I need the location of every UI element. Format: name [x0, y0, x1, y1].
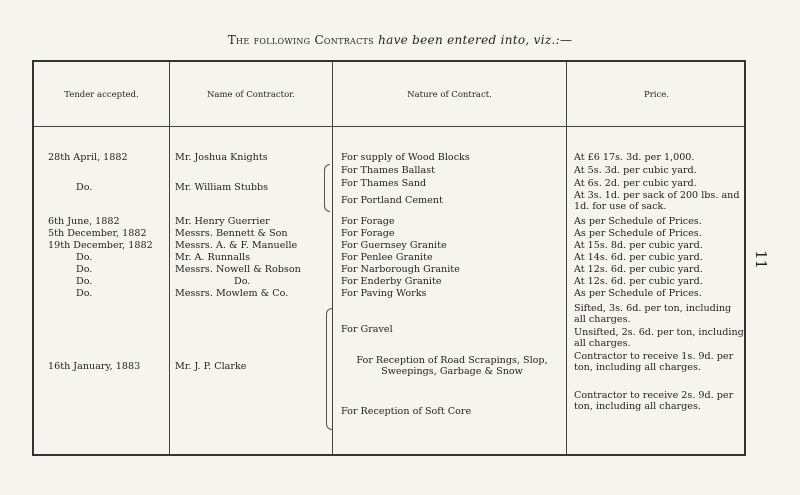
contract-nature: For Penlee Granite	[341, 252, 433, 263]
contract-price: Unsifted, 2s. 6d. per ton, including all charges.	[574, 327, 744, 349]
contract-price: At 14s. 6d. per cubic yard.	[574, 252, 703, 263]
tender-date: 16th January, 1883	[48, 361, 141, 372]
contractor-name: Mr. Henry Guerrier	[175, 216, 270, 227]
contract-price: At 15s. 8d. per cubic yard.	[574, 240, 703, 251]
contractor-name: Mr. William Stubbs	[175, 182, 269, 193]
contract-nature: For Portland Cement	[341, 195, 443, 206]
contract-price: As per Schedule of Prices.	[574, 216, 702, 227]
contractor-name: Mr. A. Runnalls	[175, 252, 251, 263]
page-title	[0, 33, 800, 47]
header-nature: Nature of Contract.	[407, 90, 492, 100]
contract-nature: For Enderby Granite	[341, 276, 442, 287]
contract-price: As per Schedule of Prices.	[574, 288, 702, 299]
contract-nature: For Thames Sand	[341, 178, 427, 189]
contract-nature: For Narborough Granite	[341, 264, 460, 275]
contract-nature: For Forage	[341, 228, 395, 239]
contract-price: At 6s. 2d. per cubic yard.	[574, 178, 697, 189]
column-divider	[169, 62, 170, 454]
contractor-name: Messrs. Bennett & Son	[175, 228, 288, 239]
contract-price: Contractor to receive 2s. 9d. per ton, including all charges.	[574, 390, 734, 412]
contract-price: Contractor to receive 1s. 9d. per ton, including all charges.	[574, 351, 734, 373]
contractor-name: Messrs. Mowlem & Co.	[175, 288, 289, 299]
row-bracket	[324, 164, 330, 212]
contract-price: As per Schedule of Prices.	[574, 228, 702, 239]
contractor-name: Messrs. A. & F. Manuelle	[175, 240, 298, 251]
tender-date: Do.	[76, 252, 93, 263]
contracts-table	[32, 60, 746, 456]
contract-price: At 3s. 1d. per sack of 200 lbs. and 1d. for use of sack.	[574, 190, 740, 212]
contract-nature: For Paving Works	[341, 288, 427, 299]
column-divider	[332, 62, 333, 454]
title-dash: —	[559, 33, 573, 47]
contract-nature: For Gravel	[341, 324, 393, 335]
header-contractor: Name of Contractor.	[206, 90, 296, 100]
contract-nature: For Guernsey Granite	[341, 240, 447, 251]
page-number: 11	[752, 250, 770, 270]
contract-nature: For supply of Wood Blocks	[341, 152, 470, 163]
tender-date: Do.	[76, 288, 93, 299]
tender-date: Do.	[76, 264, 93, 275]
contract-price: At 12s. 6d. per cubic yard.	[574, 276, 703, 287]
contractor-name: Do.	[234, 276, 251, 287]
contractor-name: Mr. Joshua Knights	[175, 152, 268, 163]
header-price: Price.	[644, 90, 669, 100]
column-divider	[566, 62, 567, 454]
contractor-name: Messrs. Nowell & Robson	[175, 264, 301, 275]
title-part1: The following Contracts	[227, 33, 374, 47]
contract-price: Sifted, 3s. 6d. per ton, including all charges.	[574, 303, 732, 325]
contract-nature: For Reception of Soft Core	[341, 406, 472, 417]
contract-price: At 5s. 3d. per cubic yard.	[574, 165, 697, 176]
header-tender: Tender accepted.	[64, 90, 139, 100]
tender-date: Do.	[76, 276, 93, 287]
tender-date: 6th June, 1882	[48, 216, 120, 227]
title-part2: have been entered into, viz.:	[378, 33, 560, 47]
contract-price: At £6 17s. 3d. per 1,000.	[574, 152, 695, 163]
contract-nature: For Reception of Road Scrapings, Slop, Sweepings, Garbage & Snow	[356, 355, 548, 377]
tender-date: 19th December, 1882	[48, 240, 153, 251]
group-bracket	[326, 308, 332, 430]
contract-nature: For Forage	[341, 216, 395, 227]
tender-date: 28th April, 1882	[48, 152, 128, 163]
contractor-name: Mr. J. P. Clarke	[175, 361, 247, 372]
tender-date: Do.	[76, 182, 93, 193]
tender-date: 5th December, 1882	[48, 228, 147, 239]
contract-nature: For Thames Ballast	[341, 165, 435, 176]
header-divider	[34, 126, 744, 127]
contract-price: At 12s. 6d. per cubic yard.	[574, 264, 703, 275]
